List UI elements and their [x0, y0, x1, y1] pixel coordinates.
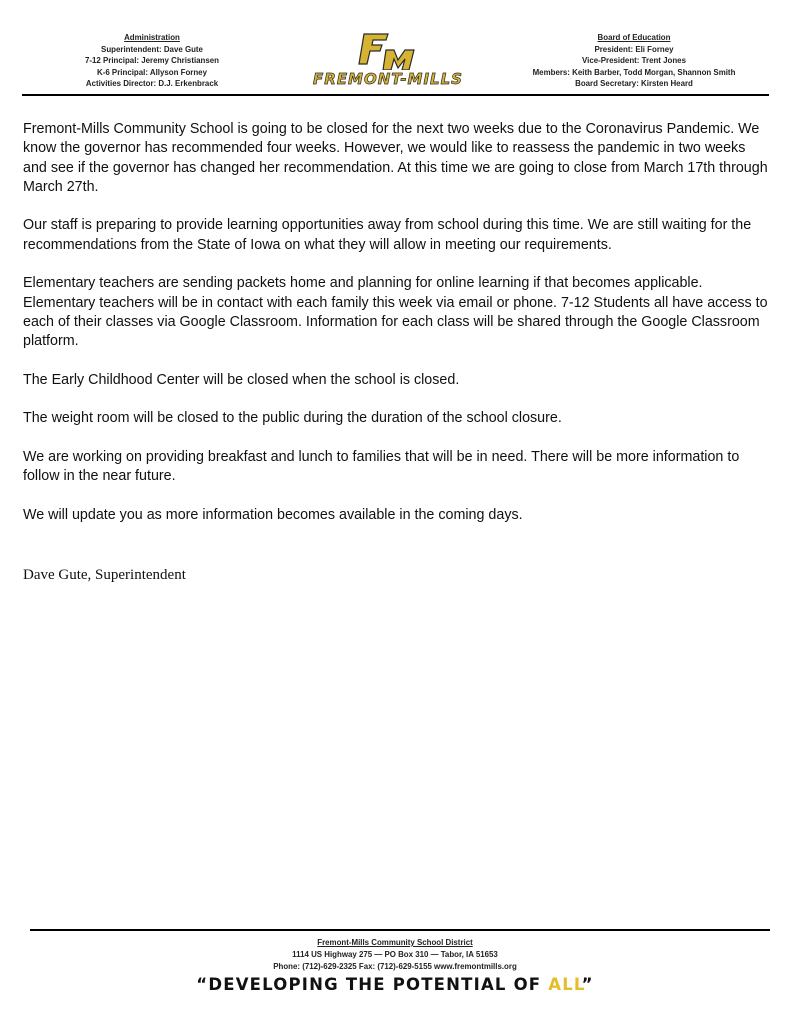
header-divider — [22, 94, 769, 96]
district-name: Fremont-Mills Community School District — [317, 937, 473, 947]
logo-wordmark: FREMONT-MILLS — [313, 70, 463, 88]
letter-body — [23, 120, 771, 545]
board-secretary-line: Board Secretary: Kirsten Heard — [575, 78, 693, 89]
board-vice-president-line: Vice-President: Trent Jones — [581, 55, 686, 66]
paragraph-teachers: Elementary teachers are sending packets home and planning for online learning if that becomes applicable. Elementary teachers will be in contact with each family this week via email or phone. 7-12 Students all have access to each of their classes via Google Classroom. Information for each class will be shared through the Google Classroom platform. — [23, 275, 768, 350]
slogan — [120, 975, 670, 994]
principal-7-12-line: 7-12 Principal: Jeremy Christiansen — [84, 55, 220, 66]
paragraph-weight-room: The weight room will be closed to the public during the duration of the school closure. — [23, 410, 562, 427]
superintendent-line: Superintendent: Dave Gute — [101, 43, 203, 54]
board-block — [527, 32, 740, 90]
board-president-line: President: Eli Forney — [594, 43, 674, 54]
activities-director-line: Activities Director: D.J. Erkenbrack — [85, 78, 219, 89]
paragraph-closure: Fremont-Mills Community School is going to be closed for the next two weeks due to the Coronavirus Pandemic. We know the governor has recommended four weeks. However, we would like to reassess the pandemic in two weeks and see if the governor has changed her recommendation. At this time we are going to close from March 17th through March 27th. — [23, 121, 768, 195]
slogan-end: ” — [581, 975, 594, 994]
signature: Dave Gute, Superintendent — [23, 567, 186, 583]
paragraph-staff: Our staff is preparing to provide learning opportunities away from school during this time. We are still waiting for the recommendations from the State of Iowa on what they will allow in meeting our requirements. — [23, 217, 752, 253]
administration-title: Administration — [124, 32, 180, 42]
footer-block — [211, 936, 579, 972]
fm-monogram-icon — [358, 30, 420, 70]
slogan-accent: ALL — [548, 975, 582, 994]
board-members-line: Members: Keith Barber, Todd Morgan, Shannon Smith — [532, 66, 736, 77]
paragraph-meals: We are working on providing breakfast and lunch to families that will be in need. There will be more information to follow in the near future. — [23, 449, 740, 485]
district-contact: Phone: (712)-629-2325 Fax: (712)-629-5155 www.fremontmills.org — [273, 961, 517, 971]
slogan-main: “DEVELOPING THE POTENTIAL OF — [196, 975, 549, 994]
paragraph-early-childhood: The Early Childhood Center will be closed when the school is closed. — [23, 371, 460, 388]
fremont-mills-logo — [290, 30, 486, 92]
administration-block — [60, 32, 244, 90]
paragraph-updates: We will update you as more information becomes available in the coming days. — [23, 506, 523, 523]
board-title: Board of Education — [597, 32, 671, 42]
principal-k6-line: K-6 Principal: Allyson Forney — [97, 66, 207, 77]
footer-divider — [30, 929, 770, 931]
district-address: 1114 US Highway 275 — PO Box 310 — Tabor, IA 51653 — [292, 949, 498, 959]
